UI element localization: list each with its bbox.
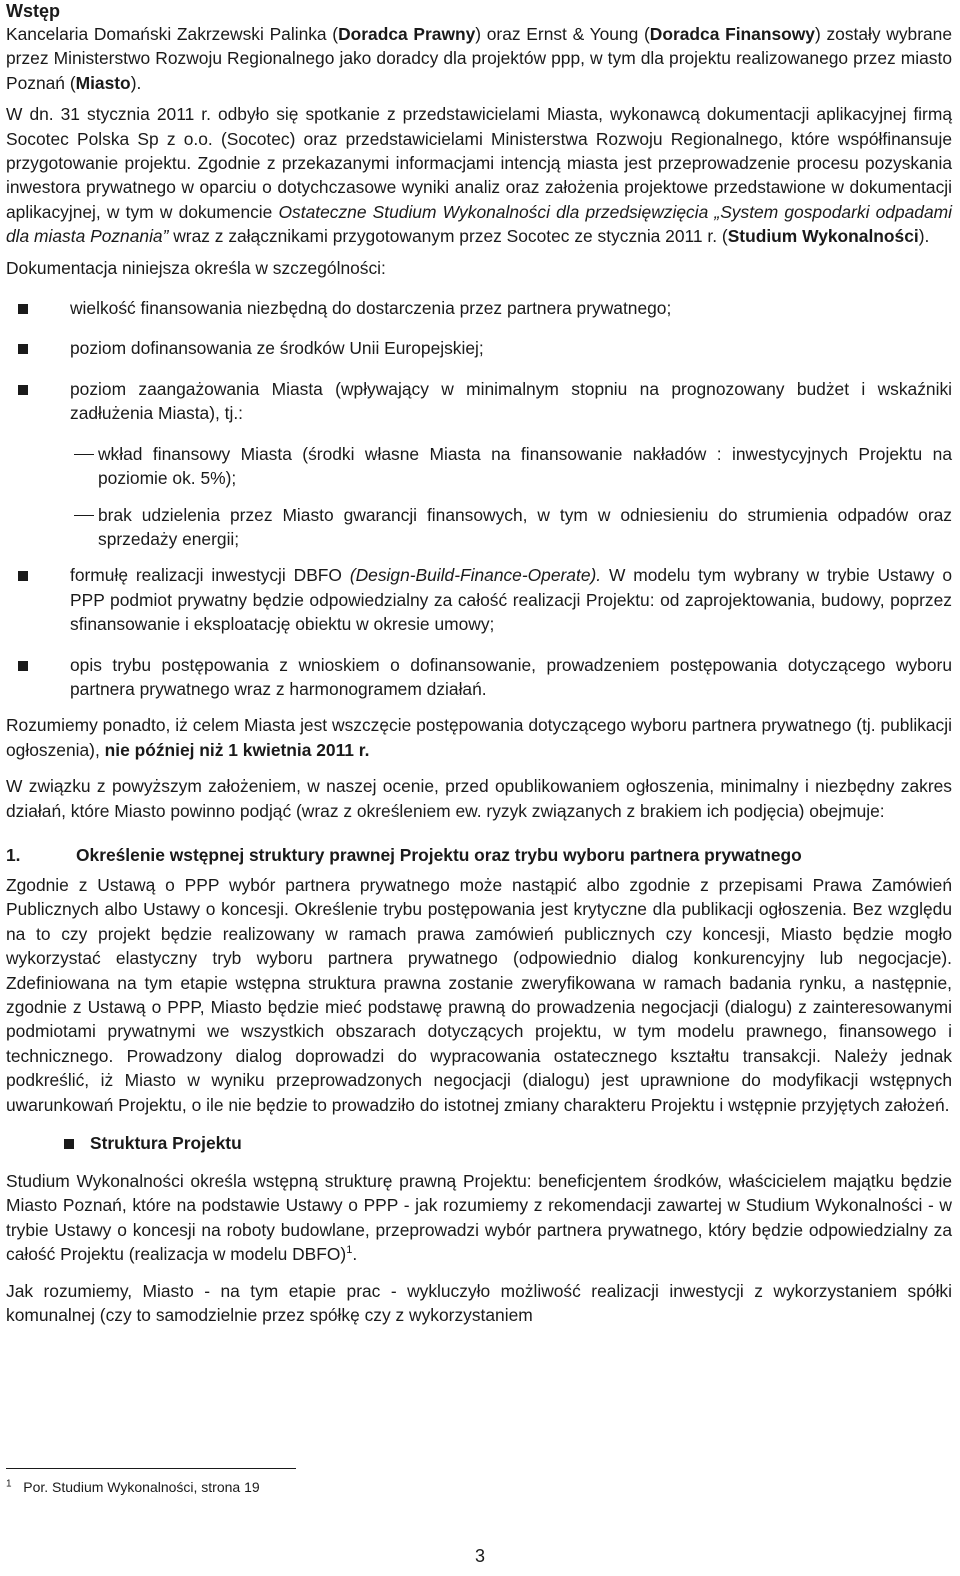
intro-text: Kancelaria Domański Zakrzewski Palinka (	[6, 24, 339, 44]
document-page	[6, 0, 952, 1327]
section-number: 1.	[6, 844, 21, 865]
footnote-divider	[6, 1468, 296, 1469]
intro-paragraph-1	[6, 22, 952, 95]
square-bullet-icon	[64, 1139, 74, 1149]
paragraph-text: .	[352, 1244, 358, 1265]
deadline-text: nie później niż 1 kwietnia 2011 r	[104, 739, 365, 760]
list-item-text: poziom dofinansowania ze środków Unii Europejskiej;	[70, 338, 484, 359]
intro-text: W dn. 31 stycznia 2011 r. odbyło się spotkanie z przedstawicielami Miasta, wykonawcą dokumentacji aplikacyjnej firmą Socotec Polska Sp z o.o. (Socotec) oraz przedstawicielami Ministerstwa Rozwoju Regionalnego, które współfinansuje przygotowanie projektu. Zgodnie z przekazanymi informacjami intencją miasta jest przeprowadzenie procesu pozyskania inwestora prywatnego w oparciu o dotychczasowe wyniki analiz oraz założenia projektowe przedstawione w dokumentacji aplikacyjnej, w tym w dokumencie	[6, 104, 952, 222]
list-item-text: wielkość finansowania niezbędną do dostarczenia przez partnera prywatnego;	[70, 298, 672, 319]
dbfo-expansion: (Design-Build-Finance-Operate).	[349, 565, 602, 586]
square-bullet-icon	[18, 661, 28, 671]
section-paragraph-3: Jak rozumiemy, Miasto - na tym etapie prac - wykluczyło możliwość realizacji inwestycji z wykorzystaniem spółki komunalnej (czy to samodzielnie przez spółkę czy z wykorzystaniem	[6, 1280, 952, 1326]
financial-advisor-label: Doradca Finansowy	[649, 24, 815, 44]
list-item-text: opis trybu postępowania z wnioskiem o dofinansowanie, prowadzeniem postępowania dotyczącego wyboru partnera prywatnego wraz z harmonogramem działań.	[70, 654, 952, 699]
list-item	[6, 377, 952, 426]
intro-paragraph-2	[6, 102, 952, 248]
intro-text: ).	[918, 226, 930, 247]
footnote-mark: 1	[6, 1478, 12, 1490]
list-item	[6, 563, 952, 636]
footnote-text: Por. Studium Wykonalności, strona 19	[23, 1479, 260, 1495]
list-item	[6, 336, 952, 360]
intro-text: ).	[130, 72, 142, 93]
list-item	[6, 296, 952, 320]
section-title	[6, 843, 952, 867]
legal-advisor-label: Doradca Prawny	[338, 24, 476, 44]
study-label: Studium Wykonalności	[727, 226, 919, 247]
paragraph-scope: W związku z powyższym założeniem, w naszej ocenie, przed opublikowaniem ogłoszenia, minimalny i niezbędny zakres działań, które Miasto powinno podjąć (wraz z określeniem ew. ryzyk związanych z brakiem ich podjęcia) obejmuje:	[6, 776, 952, 821]
section-paragraph-2	[6, 1169, 952, 1267]
list-item-text: W modelu tym wybrany w trybie Ustawy o PPP podmiot prywatny będzie odpowiedzialny za całość realizacji Projektu: od zaprojektowania, budowy, poprzez sfinansowanie i eksploatację obiektu w okresie umowy;	[70, 565, 952, 635]
city-label: Miasto	[75, 72, 131, 93]
list-item	[6, 503, 952, 552]
scope-list	[6, 296, 952, 426]
list-item-text: wkład finansowy Miasta (środki własne Miasta na finansowanie nakładów : inwestycyjnych Projektu na poziomie ok. 5%);	[98, 443, 952, 489]
sub-list	[6, 442, 952, 552]
study-title: Ostateczne Studium Wykonalności dla przedsięwzięcia „System gospodarki odpadami dla miasta Poznania”	[6, 201, 953, 247]
paragraph-text: .	[364, 739, 370, 760]
square-bullet-icon	[18, 344, 28, 354]
intro-text: ) zostały wybrane przez Ministerstwo Rozwoju Regionalnego jako doradcy dla projektów ppp, w tym dla projektu realizowanego przez miasto Poznań (	[6, 24, 953, 93]
page-heading: Wstęp	[6, 1, 60, 21]
footnote-reference[interactable]: 1	[346, 1244, 353, 1257]
intro-paragraph-3: Dokumentacja niniejsza określa w szczególności:	[6, 257, 386, 278]
scope-list-continued	[6, 563, 952, 701]
intro-text: wraz z załącznikami przygotowanym przez Socotec ze stycznia 2011 r. (	[168, 226, 728, 247]
square-bullet-icon	[18, 571, 28, 581]
subsection-title-text: Struktura Projektu	[90, 1133, 242, 1154]
list-item-text: brak udzielenia przez Miasto gwarancji finansowych, w tym w odniesieniu do strumienia odpadów oraz sprzedaży energii;	[98, 504, 952, 549]
paragraph-text: Rozumiemy ponadto, iż celem Miasta jest wszczęcie postępowania dotyczącego wyboru partnera prywatnego (tj. publikacji ogłoszenia),	[6, 715, 952, 760]
intro-text: ) oraz Ernst & Young (	[475, 24, 650, 44]
footnote	[6, 1478, 260, 1496]
section-title-text: Określenie wstępnej struktury prawnej Projektu oraz trybu wyboru partnera prywatnego	[76, 844, 802, 865]
square-bullet-icon	[18, 304, 28, 314]
paragraph-deadline	[6, 713, 952, 762]
list-item-text: formułę realizacji inwestycji DBFO	[70, 565, 350, 586]
square-bullet-icon	[18, 385, 28, 395]
dash-bullet-icon	[74, 454, 94, 456]
section-paragraph-1: Zgodnie z Ustawą o PPP wybór partnera prywatnego może nastąpić albo zgodnie z przepisami Prawa Zamówień Publicznych albo Ustawy o koncesji. Określenie trybu postępowania jest krytyczne dla publikacji ogłoszenia. Bez względu na to czy projekt będzie realizowany w ramach prawa zamówień publicznych czy koncesji, Miasto będzie mogło wykorzystać elastyczny tryb wyboru partnera prywatnego (odpowiednio dialog konkurencyjny lub negocjacje). Zdefiniowana na tym etapie wstępna struktura prawna zostanie zweryfikowana w ramach badania rynku, a następnie, zgodnie z Ustawą o PPP, Miasto będzie mieć podstawę prawną do prowadzenia negocjacji (dialogu) z zainteresowanymi podmiotami prywatnymi we wszystkich obszarach dotyczących projektu, w tym modelu prawnego, finansowego i technicznego. Prowadzony dialog doprowadzi do wypracowania ostatecznego kształtu transakcji. Należy jednak podkreślić, iż Miasto w wyniku przeprowadzonych negocjacji (dialogu) jest uprawnione do modyfikacji wstępnych uwarunkowań Projektu, o ile nie będzie to prowadziło do istotnej zmiany charakteru Projektu i wstępnie przyjętych założeń.	[6, 874, 952, 1115]
subsection-title	[6, 1131, 952, 1155]
page-number: 3	[474, 1546, 485, 1566]
list-item	[6, 653, 952, 702]
list-item-text: poziom zaangażowania Miasta (wpływający w minimalnym stopniu na prognozowany budżet i wskaźniki zadłużenia Miasta), tj.:	[70, 378, 952, 424]
list-item	[6, 442, 952, 491]
dash-bullet-icon	[74, 515, 94, 517]
paragraph-text: Studium Wykonalności określa wstępną strukturę prawną Projektu: beneficjentem środków, właścicielem majątku będzie Miasto Poznań, które na podstawie Ustawy o PPP - jak rozumiemy z rekomendacji zawartej w Studium Wykonalności - w trybie Ustawy o koncesji na roboty budowlane, przeprowadzi wybór partnera prywatnego, który będzie odpowiedzialny za całość Projektu (realizacja w modelu DBFO)	[6, 1171, 952, 1265]
